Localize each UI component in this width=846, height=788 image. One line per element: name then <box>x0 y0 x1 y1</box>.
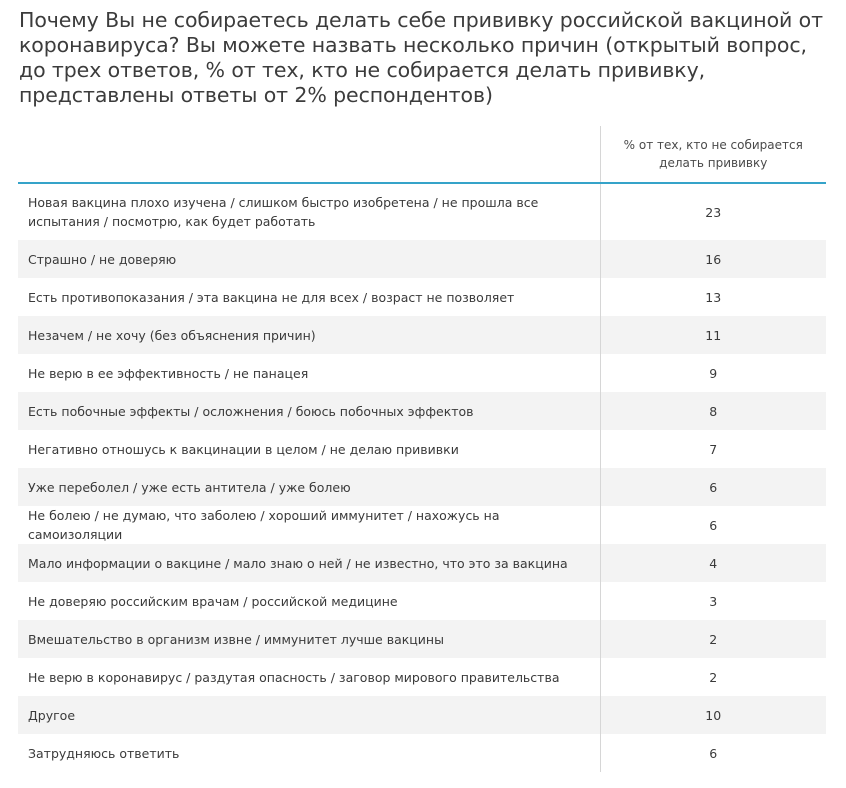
table-row <box>18 468 826 506</box>
row-label: Не болею / не думаю, что заболею / хороший иммунитет / нахожусь на самоизоляции <box>28 508 500 542</box>
table-row <box>18 430 826 468</box>
row-label: Новая вакцина плохо изучена / слишком быстро изобретена / не прошла все испытания / посмотрю, как будет работать <box>28 195 539 229</box>
table-row <box>18 240 826 278</box>
page-title: Почему Вы не собираетесь делать себе прививку российской вакциной от коронавируса? Вы можете назвать несколько причин (открытый вопрос, до трех ответов, % от тех, кто не собирается делать прививку, представлены ответы от 2% респондентов) <box>19 8 823 107</box>
row-label: Не доверяю российским врачам / российской медицине <box>28 593 398 609</box>
table-row <box>18 658 826 696</box>
row-label: Негативно отношусь к вакцинации в целом / не делаю прививки <box>28 441 459 457</box>
row-value: 23 <box>600 183 826 240</box>
table-row <box>18 734 826 772</box>
row-label: Уже переболел / уже есть антитела / уже болею <box>18 468 600 506</box>
row-label: Не верю в коронавирус / раздутая опасность / заговор мирового правительства <box>28 669 560 685</box>
row-value: 6 <box>600 468 826 506</box>
table-row <box>18 316 826 354</box>
row-value: 9 <box>600 354 826 392</box>
row-value: 11 <box>600 316 826 354</box>
results-table <box>18 126 826 772</box>
row-value: 4 <box>600 544 826 582</box>
table-header-row <box>18 126 826 183</box>
table-row <box>18 506 826 544</box>
row-value: 2 <box>600 658 826 696</box>
row-value: 13 <box>600 278 826 316</box>
row-value: 3 <box>600 582 826 620</box>
row-value: 2 <box>600 620 826 658</box>
table-row <box>18 544 826 582</box>
table-row <box>18 696 826 734</box>
table-row <box>18 392 826 430</box>
row-label: Мало информации о вакцине / мало знаю о ней / не известно, что это за вакцина <box>18 544 600 582</box>
table-row <box>18 582 826 620</box>
row-label: Вмешательство в организм извне / иммунитет лучше вакцины <box>18 620 600 658</box>
row-label: Незачем / не хочу (без объяснения причин) <box>18 316 600 354</box>
row-value: 6 <box>600 506 826 544</box>
row-value: 16 <box>600 240 826 278</box>
row-label: Есть побочные эффекты / осложнения / боюсь побочных эффектов <box>18 392 600 430</box>
results-table-container <box>18 126 826 772</box>
row-label: Затрудняюсь ответить <box>28 745 180 761</box>
table-row <box>18 620 826 658</box>
row-label: Есть противопоказания / эта вакцина не для всех / возраст не позволяет <box>28 289 515 305</box>
row-value: 8 <box>600 392 826 430</box>
table-row <box>18 183 826 240</box>
row-value: 10 <box>600 696 826 734</box>
column-header-percent: % от тех, кто не собирается делать прививку <box>600 126 826 183</box>
row-label: Страшно / не доверяю <box>18 240 600 278</box>
row-value: 7 <box>600 430 826 468</box>
table-row <box>18 278 826 316</box>
column-header-reason <box>18 126 600 183</box>
row-label: Не верю в ее эффективность / не панацея <box>28 365 309 381</box>
row-value: 6 <box>600 734 826 772</box>
row-label: Другое <box>18 696 600 734</box>
table-row <box>18 354 826 392</box>
